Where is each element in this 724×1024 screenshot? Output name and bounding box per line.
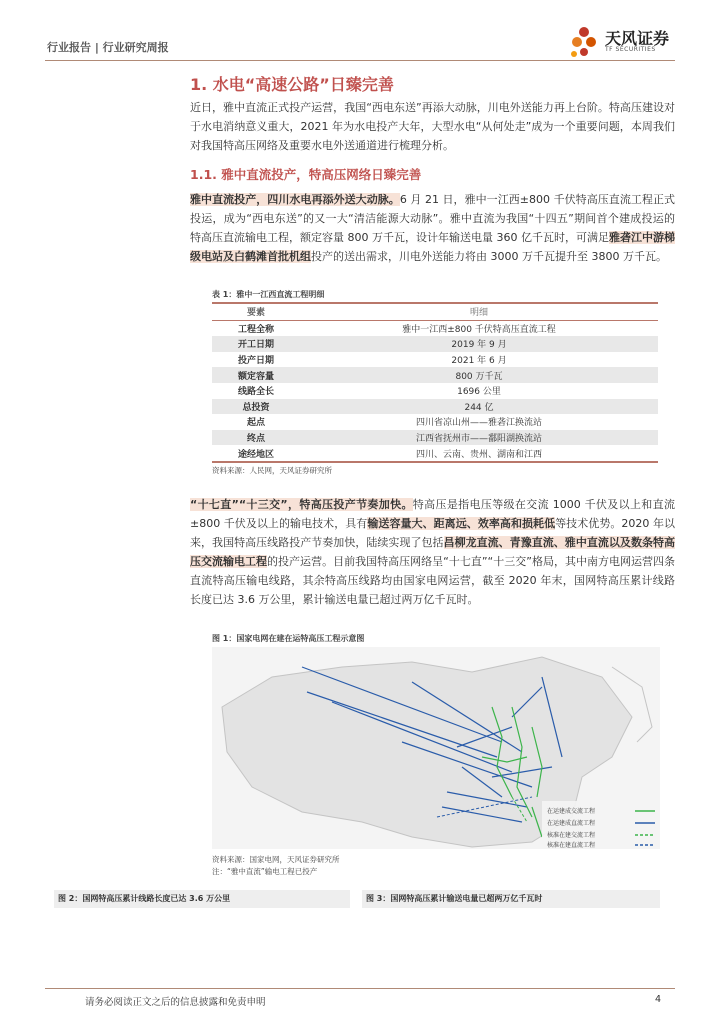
flower-icon [571, 27, 596, 57]
uhv-network-map [212, 647, 660, 849]
legend-item: 在运建成直流工程 [547, 820, 596, 827]
report-category: 行业报告 | 行业研究周报 [47, 41, 169, 54]
table-row [212, 430, 658, 446]
para-text: 的投产运营。目前我国特高压网络呈“十七直”“十三交”格局，其中南方电网运营四条直流特高压输电线路，其余特高压线路均由国家电网运营，截至 2020 年末，国网特高压累计线路长度已达 3.6 万公里，累计输送电量已超过两万亿千瓦时。 [190, 555, 676, 606]
table-row [212, 445, 658, 462]
brand-sub: TF SECURITIES [605, 46, 656, 53]
legend-item: 核准在建直流工程 [547, 842, 596, 849]
row-value: 江西省抚州市——鄱阳湖换流站 [300, 430, 658, 446]
table-row [212, 336, 658, 352]
row-value: 800 万千瓦 [300, 367, 658, 383]
row-value: 244 亿 [300, 399, 658, 415]
footer-divider [45, 988, 675, 989]
row-key: 额定容量 [212, 367, 300, 383]
row-key: 途经地区 [212, 445, 300, 462]
row-key: 投产日期 [237, 356, 274, 367]
paragraph-uhv [190, 495, 675, 609]
row-value: 雅中一江西±800 千伏特高压直流工程 [402, 324, 556, 335]
col-value: 明细 [300, 303, 658, 320]
row-value: 1696 公里 [457, 387, 501, 398]
table-row [212, 383, 658, 399]
lead-sentence: 雅中直流投产，四川水电再添外送大动脉。 [190, 193, 400, 206]
row-key: 起点 [246, 418, 265, 429]
table-row [212, 414, 658, 430]
figure-caption: 图 1：国家电网在建在运特高压工程示意图 [212, 634, 365, 643]
brand-name: 天风证券 [605, 29, 670, 48]
row-value: 2019 年 9 月 [300, 336, 658, 352]
table-caption: 表 1：雅中一江西直流工程明细 [212, 290, 325, 299]
figure2-caption: 图 2：国网特高压累计线路长度已达 3.6 万公里 [54, 890, 350, 908]
map-legend [542, 801, 658, 849]
row-key: 终点 [212, 430, 300, 446]
highlight-text: 昌柳龙直流、青豫直流、雅中直流以及数条特高压交流输电工程 [190, 536, 676, 568]
row-key: 线路全长 [237, 387, 274, 398]
legend-item: 核准在建交流工程 [547, 832, 596, 839]
para-text: 特高压是指电压等级在交流 1000 千伏及以上和直流±800 千伏及以上的输电技术，具有 [190, 498, 675, 530]
table-row [212, 367, 658, 383]
row-key: 总投资 [212, 399, 300, 415]
legend-item: 在运建成交流工程 [547, 808, 596, 815]
intro-paragraph: 近日，雅中直流正式投产运营，我国“西电东送”再添大动脉，川电外送能力再上台阶。特高压建设对于水电消纳意义重大，2021 年为水电投产大年，大型水电“从何处走”成为一个重要问题，本周我们对我国特高压网络及重要水电外送通道进行梳理分析。 [190, 101, 675, 152]
page-number: 4 [655, 994, 662, 1005]
project-table [212, 302, 658, 463]
highlight-text: 雅砻江中游梯级电站及白鹤滩首批机组 [190, 231, 676, 263]
figure-note: 注：“雅中直流”输电工程已投产 [212, 867, 318, 876]
row-key: 开工日期 [212, 336, 300, 352]
para-text: 等技术优势。2020 年以来，我国特高压线路投产节奏加快，陆续实现了包括 [190, 517, 675, 549]
highlight-text: 输送容量大、距离远、效率高和损耗低 [367, 517, 556, 530]
section-title: 1. 水电“高速公路”日臻完善 [190, 75, 394, 94]
subsection-title: 1.1. 雅中直流投产，特高压网络日臻完善 [190, 167, 422, 182]
table-row [212, 399, 658, 415]
para-text: 6 月 21 日，雅中一江西±800 千伏特高压直流工程正式投运，成为“西电东送”的又一大“清洁能源大动脉”。雅中直流为我国“十四五”期间首个建成投运的特高压直流输电工程，额定容量 800 万千瓦，设计年输送电量 360 亿千瓦时，可满足 [190, 193, 676, 244]
table-row [212, 352, 658, 368]
table-header-row [212, 303, 658, 320]
disclaimer: 请务必阅读正文之后的信息披露和免责申明 [85, 997, 266, 1008]
figure3-caption: 图 3：国网特高压累计输送电量已超两万亿千瓦时 [362, 890, 660, 908]
header-divider [45, 60, 675, 61]
table-source: 资料来源：人民网，天风证券研究所 [212, 466, 332, 475]
row-value: 四川省凉山州——雅砻江换流站 [415, 418, 542, 429]
col-key: 要素 [212, 303, 300, 320]
figure-source: 资料来源：国家电网，天风证券研究所 [212, 855, 340, 864]
row-value: 四川、云南、贵州、湖南和江西 [300, 445, 658, 462]
table-row [212, 320, 658, 336]
para-text: 投产的送出需求，川电外送能力将由 3000 万千瓦提升至 3800 万千瓦。 [311, 250, 667, 263]
lead-sentence: “十七直”“十三交”，特高压投产节奏加快。 [190, 498, 413, 511]
row-key: 工程全称 [237, 324, 274, 335]
row-value: 2021 年 6 月 [451, 356, 507, 367]
paragraph-yazhong [190, 190, 675, 266]
